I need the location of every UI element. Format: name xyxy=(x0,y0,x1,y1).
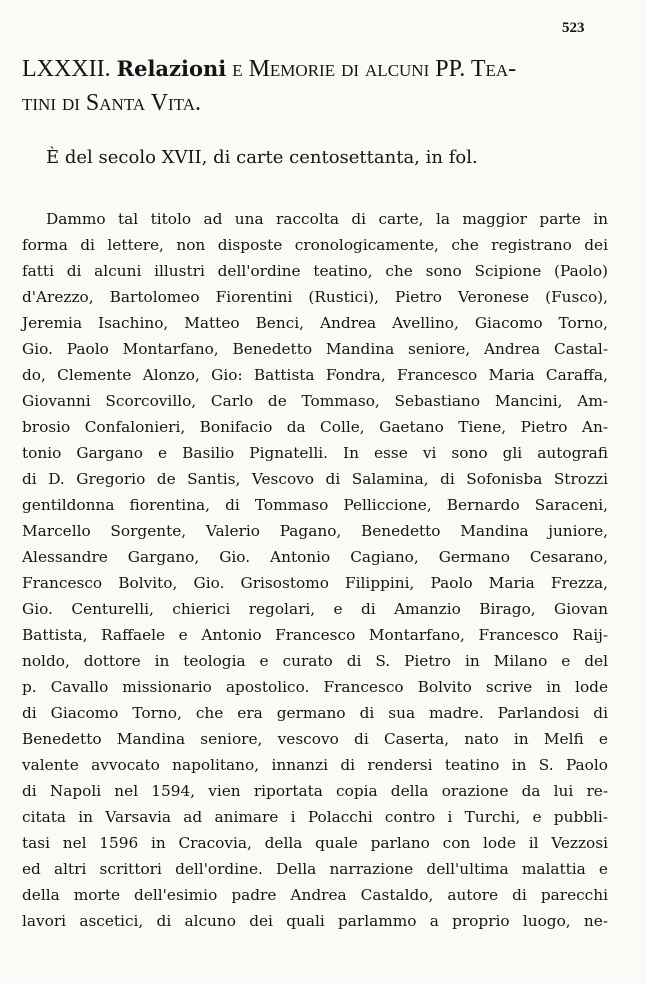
body-line: gentildonna fiorentina, di Tommaso Pelliccione, Bernardo Saraceni, xyxy=(22,496,608,514)
entry-heading xyxy=(22,52,600,120)
body-line: d'Arezzo, Bartolomeo Fiorentini (Rustici), Pietro Veronese (Fusco), xyxy=(22,288,608,306)
entry-title-first-word: Relazioni xyxy=(116,56,227,81)
body-line: di D. Gregorio de Santis, Vescovo di Salamina, di Sofonisba Strozzi xyxy=(22,470,608,488)
body-line: di Napoli nel 1594, vien riportata copia della orazione da lui re- xyxy=(22,782,608,800)
body-line: fatti di alcuni illustri dell'ordine teatino, che sono Scipione (Paolo) xyxy=(22,262,608,280)
body-line: lavori ascetici, di alcuno dei quali parlammo a proprio luogo, ne- xyxy=(22,912,608,930)
entry-number: LXXXII. xyxy=(22,56,111,82)
body-line: valente avvocato napolitano, innanzi di rendersi teatino in S. Paolo xyxy=(22,756,608,774)
body-line: Giovanni Scorcovillo, Carlo de Tommaso, Sebastiano Mancini, Am- xyxy=(22,392,608,410)
body-line: Gio. Paolo Montarfano, Benedetto Mandina seniore, Andrea Castal- xyxy=(22,340,608,358)
body-line: Marcello Sorgente, Valerio Pagano, Benedetto Mandina juniore, xyxy=(22,522,608,540)
body-line: tasi nel 1596 in Cracovia, della quale parlano con lode il Vezzosi xyxy=(22,834,608,852)
body-line: Alessandre Gargano, Gio. Antonio Cagiano, Germano Cesarano, xyxy=(22,548,608,566)
body-line: noldo, dottore in teologia e curato di S. Pietro in Milano e del xyxy=(22,652,608,670)
body-line: Jeremia Isachino, Matteo Benci, Andrea Avellino, Giacomo Torno, xyxy=(22,314,608,332)
body-line: Francesco Bolvito, Gio. Grisostomo Filippini, Paolo Maria Frezza, xyxy=(22,574,608,592)
body-line: della morte dell'esimio padre Andrea Castaldo, autore di parecchi xyxy=(22,886,608,904)
body-line: Dammo tal titolo ad una raccolta di carte, la maggior parte in xyxy=(46,210,608,228)
body-line: ed altri scrittori dell'ordine. Della narrazione dell'ultima malattia e xyxy=(22,860,608,878)
body-line: Gio. Centurelli, chierici regolari, e di Amanzio Birago, Giovan xyxy=(22,600,608,618)
body-line: tonio Gargano e Basilio Pignatelli. In esse vi sono gli autografi xyxy=(22,444,608,462)
body-line: forma di lettere, non disposte cronologicamente, che registrano dei xyxy=(22,236,608,254)
body-text xyxy=(22,206,608,934)
entry-title-rest-line2: tini di Santa Vita. xyxy=(22,90,201,116)
body-line: Benedetto Mandina seniore, vescovo di Caserta, nato in Melfi e xyxy=(22,730,608,748)
entry-description: È del secolo XVII, di carte centosettanta, in fol. xyxy=(46,147,478,168)
body-line: do, Clemente Alonzo, Gio: Battista Fondra, Francesco Maria Caraffa, xyxy=(22,366,608,384)
body-line: Battista, Raffaele e Antonio Francesco Montarfano, Francesco Raij- xyxy=(22,626,608,644)
page-number: 523 xyxy=(562,20,585,36)
body-line: di Giacomo Torno, che era germano di sua madre. Parlandosi di xyxy=(22,704,608,722)
body-line: citata in Varsavia ad animare i Polacchi contro i Turchi, e pubbli- xyxy=(22,808,608,826)
body-line: p. Cavallo missionario apostolico. Francesco Bolvito scrive in lode xyxy=(22,678,608,696)
entry-title-rest-line1: e Memorie di alcuni PP. Tea- xyxy=(232,56,517,82)
body-line: brosio Confalonieri, Bonifacio da Colle, Gaetano Tiene, Pietro An- xyxy=(22,418,608,436)
